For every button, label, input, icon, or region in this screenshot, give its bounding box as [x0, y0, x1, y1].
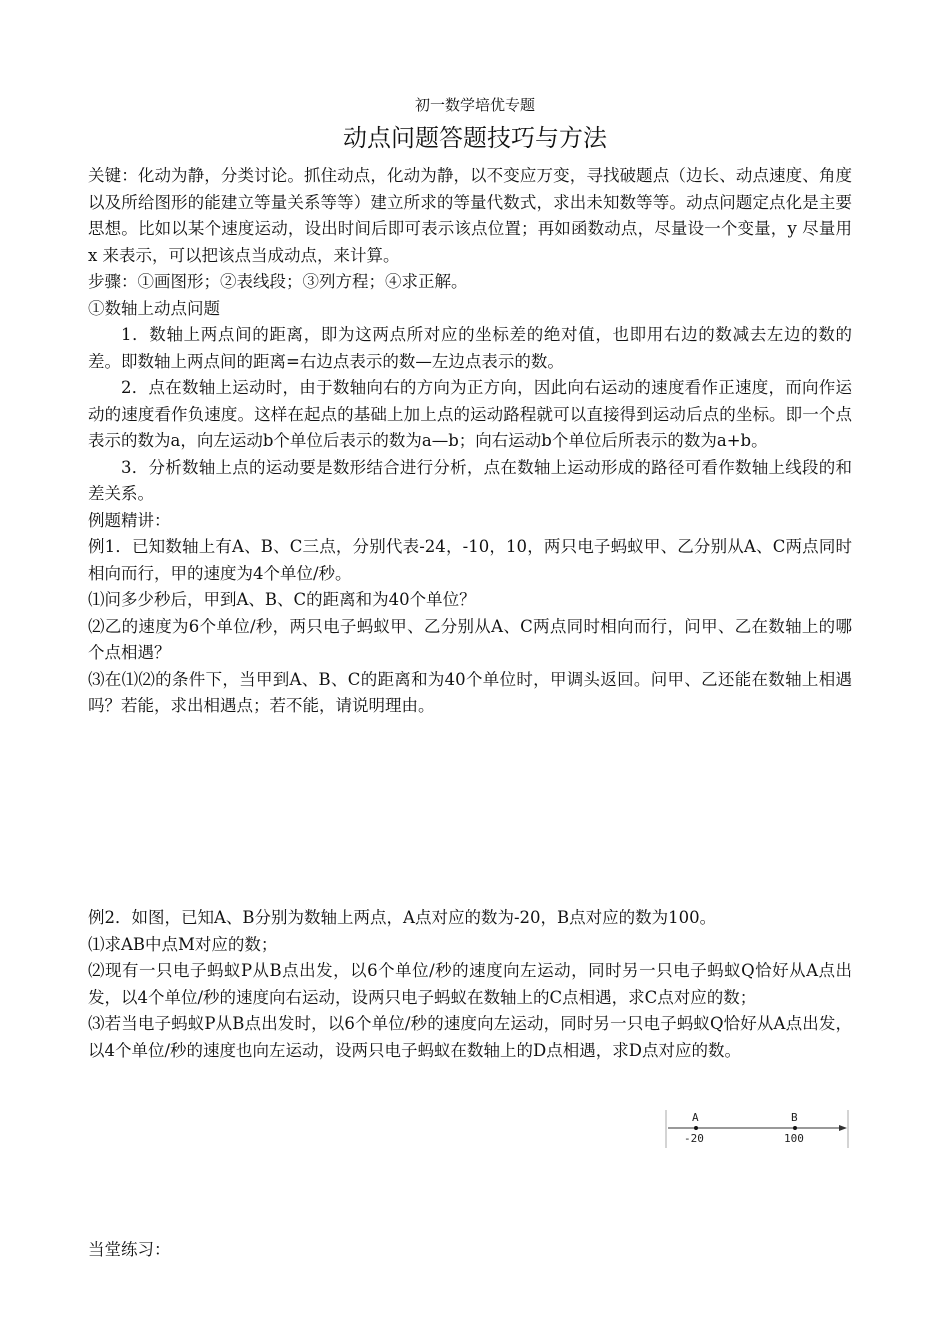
page-subtitle: 初一数学培优专题: [414, 96, 535, 114]
section1-point-2: 2．点在数轴上运动时，由于数轴向右的方向为正方向，因此向右运动的速度看作正速度，而向作运动的速度看作负速度。这样在起点的基础上加上点的运动路程就可以直接得到运动后点的坐标。即一个点表示的数为a，向左运动b个单位后表示的数为a—b；向右运动b个单位后所表示的数为a+b。: [88, 378, 852, 450]
point-b-value: 100: [784, 1132, 804, 1145]
example2-question-2: ⑵现有一只电子蚂蚁P从B点出发，以6个单位/秒的速度向左运动，同时另一只电子蚂蚁Q恰好从A点出发，以4个单位/秒的速度向右运动，设两只电子蚂蚁在数轴上的C点相遇，求C点对应的数；: [88, 961, 852, 1007]
section1-point-1: 1．数轴上两点间的距离，即为这两点所对应的坐标差的绝对值，也即用右边的数减去左边的数的差。即数轴上两点间的距离=右边点表示的数—左边点表示的数。: [88, 325, 852, 371]
point-a-dot: [694, 1126, 698, 1130]
example1-question-2: ⑵乙的速度为6个单位/秒，两只电子蚂蚁甲、乙分别从A、C两点同时相向而行，问甲、乙在数轴上的哪个点相遇？: [88, 616, 852, 662]
practice-heading: 当堂练习：: [88, 1240, 171, 1259]
intro-key-paragraph: 关键：化动为静，分类讨论。抓住动点，化动为静，以不变应万变，寻找破题点（边长、动点速度、角度以及所给图形的能建立等量关系等等）建立所求的等量代数式，求出未知数等等。动点问题定点化是主要思想。比如以某个速度运动，设出时间后即可表示该点位置；再如函数动点，尽量设一个变量，y 尽量用 x 来表示，可以把该点当成动点，来计算。: [88, 166, 852, 265]
example2-intro: 例2．如图，已知A、B分别为数轴上两点，A点对应的数为-20，B点对应的数为100。: [88, 908, 717, 927]
point-a-value: -20: [684, 1132, 704, 1145]
examples-heading: 例题精讲：: [88, 510, 171, 530]
number-line-arrow-icon: [839, 1125, 847, 1131]
example2-block: [88, 905, 852, 1064]
intro-steps: 步骤：①画图形；②表线段；③列方程；④求正解。: [88, 272, 468, 291]
point-b-dot: [793, 1126, 797, 1130]
example1-intro: 例1．已知数轴上有A、B、C三点，分别代表-24，-10，10，两只电子蚂蚁甲、乙分别从A、C两点同时相向而行，甲的速度为4个单位/秒。: [88, 537, 852, 583]
intro-block: [88, 163, 852, 720]
example1-question-3: ⑶在⑴⑵的条件下，当甲到A、B、C的距离和为40个单位时，甲调头返回。问甲、乙还能在数轴上相遇吗？若能，求出相遇点；若不能，请说明理由。: [88, 669, 852, 715]
point-b-label: B: [791, 1111, 798, 1124]
number-line-figure: [664, 1108, 852, 1150]
example2-question-3: ⑶若当电子蚂蚁P从B点出发时，以6个单位/秒的速度向左运动，同时另一只电子蚂蚁Q恰好从A点出发，以4个单位/秒的速度也向左运动，设两只电子蚂蚁在数轴上的D点相遇，求D点对应的数。: [88, 1014, 852, 1060]
example1-question-1: ⑴问多少秒后，甲到A、B、C的距离和为40个单位？: [88, 590, 476, 609]
section1-heading: ①数轴上动点问题: [88, 298, 220, 318]
section1-point-3: 3．分析数轴上点的运动要是数形结合进行分析，点在数轴上运动形成的路径可看作数轴上线段的和差关系。: [88, 457, 852, 503]
practice-block: [88, 1237, 852, 1264]
page-title: 动点问题答题技巧与方法: [343, 124, 607, 152]
example2-question-1: ⑴求AB中点M对应的数；: [88, 934, 278, 954]
point-a-label: A: [692, 1111, 699, 1124]
